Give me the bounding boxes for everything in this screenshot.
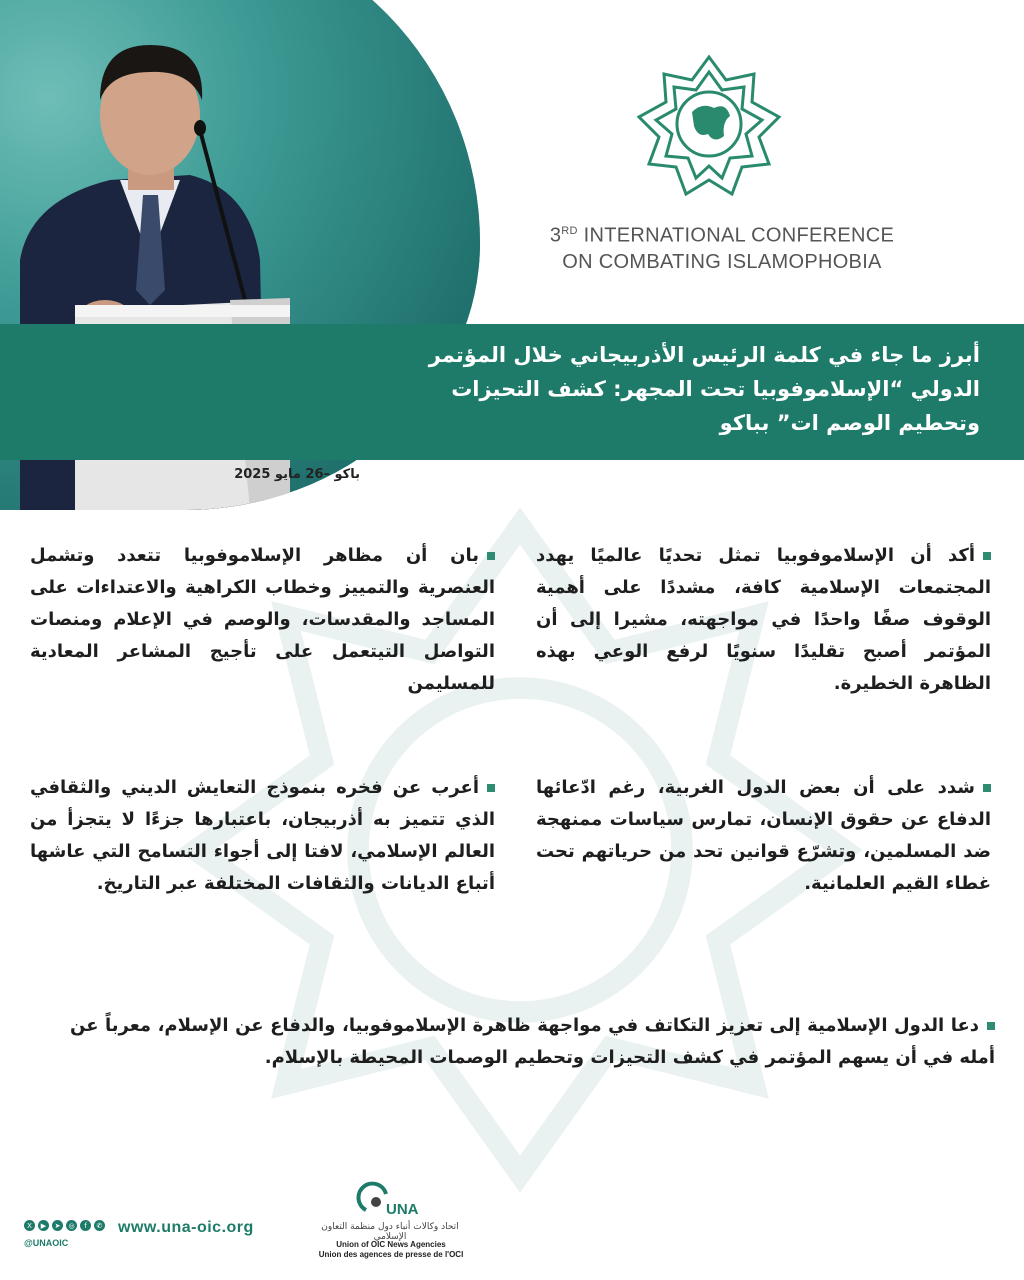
una-arabic-name: اتحاد وكالات أنباء دول منظمة التعاون الإسلامي: [321, 1222, 459, 1242]
una-logo-text: UNA: [386, 1201, 419, 1218]
paragraph-islamophobia-challenge: أكد أن الإسلاموفوبيا تمثل تحديًا عالميًا يهدد المجتمعات الإسلامية كافة، مشددًا على أهمية الوقوف صفًا واحدًا في مواجهته، مشيرا إلى أن المؤتمر أصبح تقليدًا سنويًا لرفع الوعي بهذه الظاهرة الخطيرة.: [536, 545, 991, 694]
paragraph-western-policies: شدد على أن بعض الدول الغربية، رغم ادّعائها الدفاع عن حقوق الإنسان، تمارس سياسات ممنهجة ضد المسلمين، وتشرّع قوانين تحد من حرياتهم تحت غطاء القيم العلمانية.: [536, 777, 991, 894]
social-handle[interactable]: @UNAOIC: [24, 1238, 69, 1248]
bullet-icon: [487, 552, 495, 560]
youtube-icon[interactable]: ▶: [38, 1220, 49, 1231]
facebook-icon[interactable]: f: [80, 1220, 91, 1231]
una-english-name: Union of OIC News Agencies Union des agences de presse de l'OCI: [318, 1240, 464, 1259]
website-link[interactable]: www.una-oic.org: [118, 1219, 254, 1236]
instagram-icon[interactable]: ◎: [66, 1220, 77, 1231]
location-date: باكو –26 مايو 2025: [234, 467, 360, 482]
bullet-icon: [983, 784, 991, 792]
conference-logo: [634, 52, 784, 202]
bullet-icon: [983, 552, 991, 560]
whatsapp-icon[interactable]: ✆: [94, 1220, 105, 1231]
paragraph-manifestations: بان أن مظاهر الإسلاموفوبيا تتعدد وتشمل العنصرية والتمييز وخطاب الكراهية والاعتداءات على المساجد والمقدسات، والوصم في الإعلام ومنصات التواصل التيتعمل على تأجيج المشاعر المعادية للمسليمن: [30, 545, 495, 694]
banner-title: أبرز ما جاء في كلمة الرئيس الأذربيجاني خلال المؤتمر الدولي “الإسلاموفوبيا تحت المجهر: كشف التحيزات وتحطيم الوصم ات” بباكو: [428, 343, 980, 435]
social-icons: [24, 1220, 105, 1231]
x-icon[interactable]: X: [24, 1220, 35, 1231]
conference-title: 3RD INTERNATIONAL CONFERENCE ON COMBATING ISLAMOPHOBIA: [549, 224, 895, 273]
bullet-icon: [987, 1022, 995, 1030]
bullet-icon: [487, 784, 495, 792]
una-logo: [352, 1180, 422, 1220]
paragraph-coexistence: أعرب عن فخره بنموذج التعايش الديني والثقافي الذي تتميز به أذربيجان، باعتبارها جزءًا لا يتجزأ من العالم الإسلامي، لافتا إلى أجواء التسامح التي عاشها أتباع الديانات والثقافات المختلفة عبر التاريخ.: [30, 777, 495, 894]
paragraph-call-to-action: دعا الدول الإسلامية إلى تعزيز التكاتف في مواجهة ظاهرة الإسلاموفوبيا، والدفاع عن الإسلام، معرباً عن أمله في أن يسهم المؤتمر في كشف التحيزات وتحطيم الوصمات المحيطة بالإسلام.: [70, 1015, 995, 1068]
telegram-icon[interactable]: ➤: [52, 1220, 63, 1231]
